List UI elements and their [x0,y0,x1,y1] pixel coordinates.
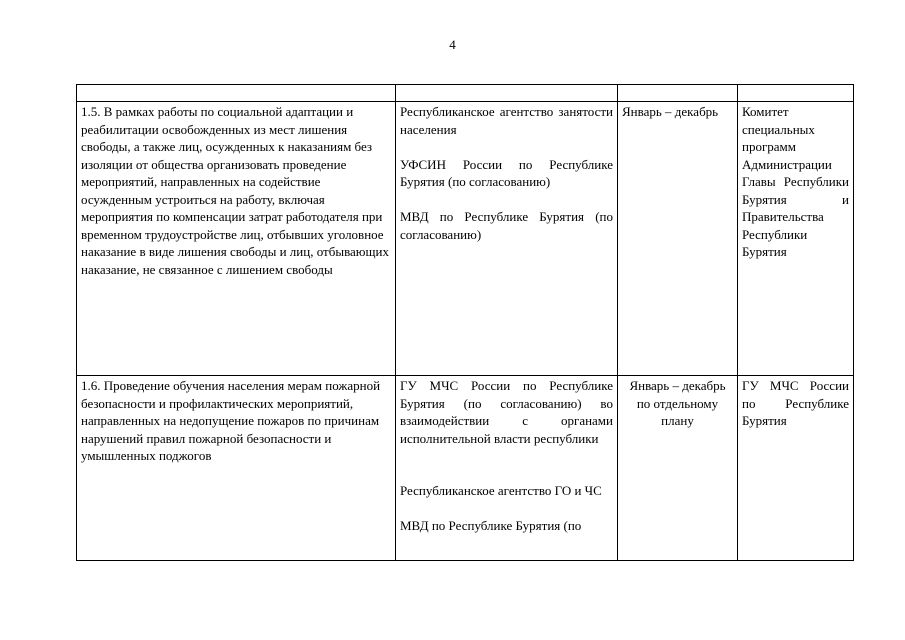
responsible-text: Комитет специальных программ Администрации Главы Республики Бурятия и Правительства Республики Бурятия [742,104,849,259]
deadline-cell [618,376,738,561]
responsible-cell [738,376,854,561]
deadline-text: Январь – декабрь по отдельному плану [629,378,726,428]
measure-cell [77,376,396,561]
executor-text: УФСИН России по Республике Бурятия (по согласованию) [400,156,613,189]
executor-text: МВД по Республике Бурятия (по согласованию) [400,209,613,242]
header-cell-responsible [738,85,854,102]
page-number: 4 [449,37,456,52]
responsible-cell [738,102,854,376]
measure-cell [77,102,396,376]
executor-text: Республиканское агентство занятости населения [400,104,613,137]
measure-text: 1.5. В рамках работы по социальной адаптации и реабилитации освобожденных из мест лишения свободы, а также лиц, осужденных к наказаниям без изоляции от общества организовать проведение мероприятий, направленных на содействие осужденным устроиться на работу, включая мероприятия по компенсации затрат работодателя при временном трудоустройстве лиц, отбывших уголовное наказание в виде лишения свободы и лиц, отбывающих наказание, не связанное с лишением свободы [81,104,389,277]
executor-text: МВД по Республике Бурятия (по [400,518,582,533]
header-cell-deadline [618,85,738,102]
executor-text: ГУ МЧС России по Республике Бурятия (по согласованию) во взаимодействии с органами исполнительной власти республики [400,378,613,446]
executor-text: Республиканское агентство ГО и ЧС [400,483,602,498]
header-cell-measure [77,85,396,102]
deadline-cell [618,102,738,376]
deadline-text: Январь – декабрь [622,104,719,119]
executors-cell [396,376,618,561]
table-header-row [77,85,854,102]
measure-text: 1.6. Проведение обучения населения мерам пожарной безопасности и профилактических мероприятий, направленных на недопущение пожаров по причинам нарушений правил пожарной безопасности и умышленных поджогов [81,378,381,463]
responsible-text: ГУ МЧС России по Республике Бурятия [742,378,849,428]
table-row [77,102,854,376]
table-row [77,376,854,561]
header-cell-executors [396,85,618,102]
executors-cell [396,102,618,376]
plan-table [76,84,854,561]
